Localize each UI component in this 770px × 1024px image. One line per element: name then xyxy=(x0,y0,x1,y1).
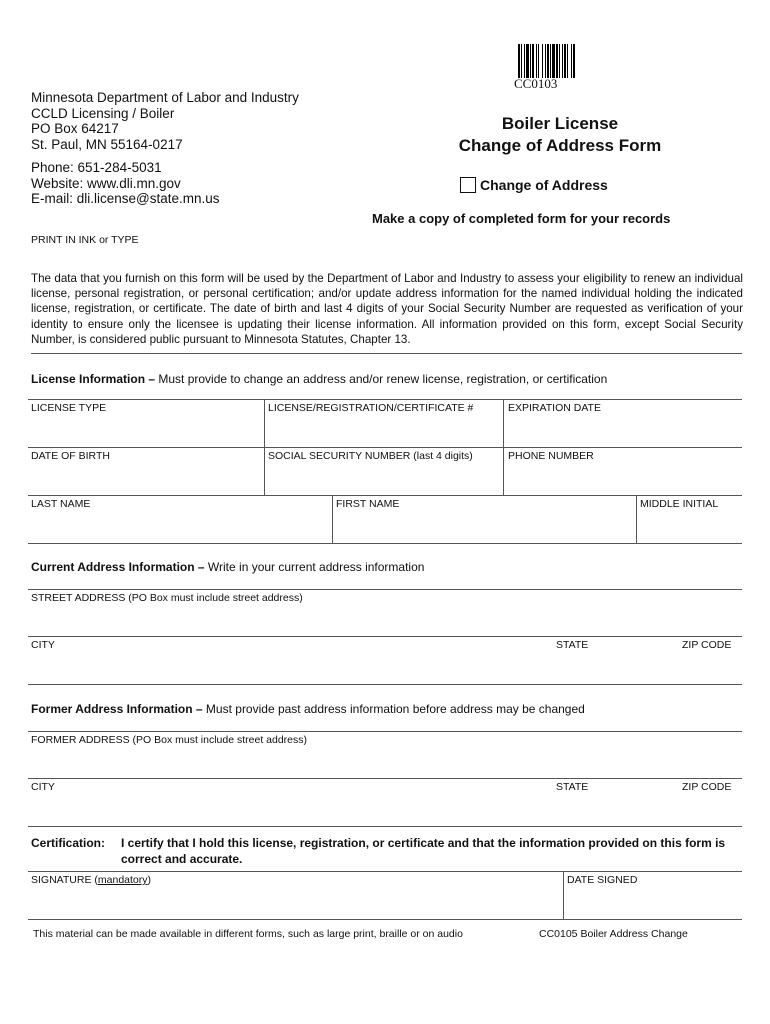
grid-line xyxy=(28,919,742,920)
first-name-field[interactable]: FIRST NAME xyxy=(336,498,400,510)
ssn-field[interactable]: SOCIAL SECURITY NUMBER (last 4 digits) xyxy=(268,450,473,462)
barcode-text: CC0103 xyxy=(514,76,558,91)
former-state-field[interactable]: STATE xyxy=(556,781,589,793)
form-title xyxy=(440,113,680,157)
signature-label-end: ) xyxy=(147,874,152,886)
agency-name: Minnesota Department of Labor and Industry xyxy=(31,90,299,105)
grid-line xyxy=(503,399,504,495)
current-zip-field[interactable]: ZIP CODE xyxy=(682,639,732,651)
grid-line xyxy=(636,495,637,543)
grid-line xyxy=(264,399,265,495)
accessibility-note: This material can be made available in different forms, such as large print, braille or on audio xyxy=(33,928,463,940)
current-address-instructions: Write in your current address information xyxy=(204,560,425,574)
agency-unit: CCLD Licensing / Boiler xyxy=(31,105,175,121)
form-id: CC0105 Boiler Address Change xyxy=(539,928,688,940)
last-name-field[interactable]: LAST NAME xyxy=(31,498,91,510)
signature-label: SIGNATURE ( xyxy=(31,874,98,886)
date-signed-field[interactable]: DATE SIGNED xyxy=(567,874,638,886)
grid-line xyxy=(28,731,742,732)
signature-field[interactable] xyxy=(31,874,151,886)
change-of-address-label: Change of Address xyxy=(480,177,608,193)
former-zip-field[interactable]: ZIP CODE xyxy=(682,781,732,793)
license-number-field[interactable]: LICENSE/REGISTRATION/CERTIFICATE # xyxy=(268,402,474,414)
middle-initial-field[interactable]: MIDDLE INITIAL xyxy=(640,498,719,510)
current-state-field[interactable]: STATE xyxy=(556,639,589,651)
former-address-heading xyxy=(31,702,585,716)
grid-line xyxy=(28,495,742,496)
date-of-birth-field[interactable]: DATE OF BIRTH xyxy=(31,450,110,462)
contact-phone: Phone: 651-284-5031 xyxy=(31,160,162,175)
grid-line xyxy=(332,495,333,543)
grid-line xyxy=(28,447,742,448)
change-of-address-option[interactable] xyxy=(460,177,608,193)
certification-statement xyxy=(31,835,743,869)
grid-line xyxy=(28,399,742,400)
grid-line xyxy=(28,684,742,685)
agency-po-box: PO Box 64217 xyxy=(31,121,119,136)
former-address-title: Former Address Information – xyxy=(31,702,203,716)
form-title-line2: Change of Address Form xyxy=(458,136,662,155)
agency-contact xyxy=(31,160,220,207)
license-type-field[interactable]: LICENSE TYPE xyxy=(31,402,107,414)
former-address-instructions: Must provide past address information before address may be changed xyxy=(202,702,585,716)
contact-website: Website: www.dli.mn.gov xyxy=(31,175,181,191)
agency-address xyxy=(31,90,299,152)
certification-label: Certification: xyxy=(31,836,106,850)
grid-line xyxy=(28,636,742,637)
certification-text: I certify that I hold this license, registration, or certificate and that the information provided on this form is correct and accurate. xyxy=(121,836,726,866)
form-title-line1: Boiler License xyxy=(501,114,619,133)
license-section-heading xyxy=(31,372,607,386)
grid-line xyxy=(28,826,742,827)
expiration-date-field[interactable]: EXPIRATION DATE xyxy=(508,402,601,414)
signature-mandatory-note: mandatory xyxy=(97,874,148,886)
grid-line xyxy=(563,871,564,919)
barcode-bar xyxy=(575,44,576,78)
current-street-field[interactable]: STREET ADDRESS (PO Box must include street address) xyxy=(31,592,303,604)
former-street-field[interactable]: FORMER ADDRESS (PO Box must include street address) xyxy=(31,734,307,746)
current-address-title: Current Address Information – xyxy=(31,560,205,574)
divider xyxy=(31,353,742,354)
change-of-address-checkbox[interactable] xyxy=(460,177,476,193)
grid-line xyxy=(28,589,742,590)
license-section-title: License Information – xyxy=(31,372,156,386)
current-city-field[interactable]: CITY xyxy=(31,639,55,651)
grid-line xyxy=(28,871,742,872)
license-section-instructions: Must provide to change an address and/or renew license, registration, or certification xyxy=(155,372,608,386)
copy-note: Make a copy of completed form for your records xyxy=(372,211,671,226)
agency-city: St. Paul, MN 55164-0217 xyxy=(31,136,183,152)
print-note: PRINT IN INK or TYPE xyxy=(31,234,139,246)
grid-line xyxy=(28,543,742,544)
intro-paragraph: The data that you furnish on this form will be used by the Department of Labor and Industry to assess your eligibility to renew an individual license, personal registration, or personal certification; and/or update address information for the named individual holding the indicated license, registration, or certificate. The date of birth and last 4 digits of your Social Security Number are requested as verification of your identity to ensure only the licensee is updating their license information. All information provided on this form, except Social Security Number, is considered public pursuant to Minnesota Statutes, Chapter 13. xyxy=(31,272,743,346)
phone-number-field[interactable]: PHONE NUMBER xyxy=(508,450,594,462)
grid-line xyxy=(28,778,742,779)
current-address-heading xyxy=(31,560,424,574)
former-city-field[interactable]: CITY xyxy=(31,781,55,793)
barcode-icon xyxy=(518,44,600,78)
contact-email: E-mail: dli.license@state.mn.us xyxy=(31,191,220,206)
